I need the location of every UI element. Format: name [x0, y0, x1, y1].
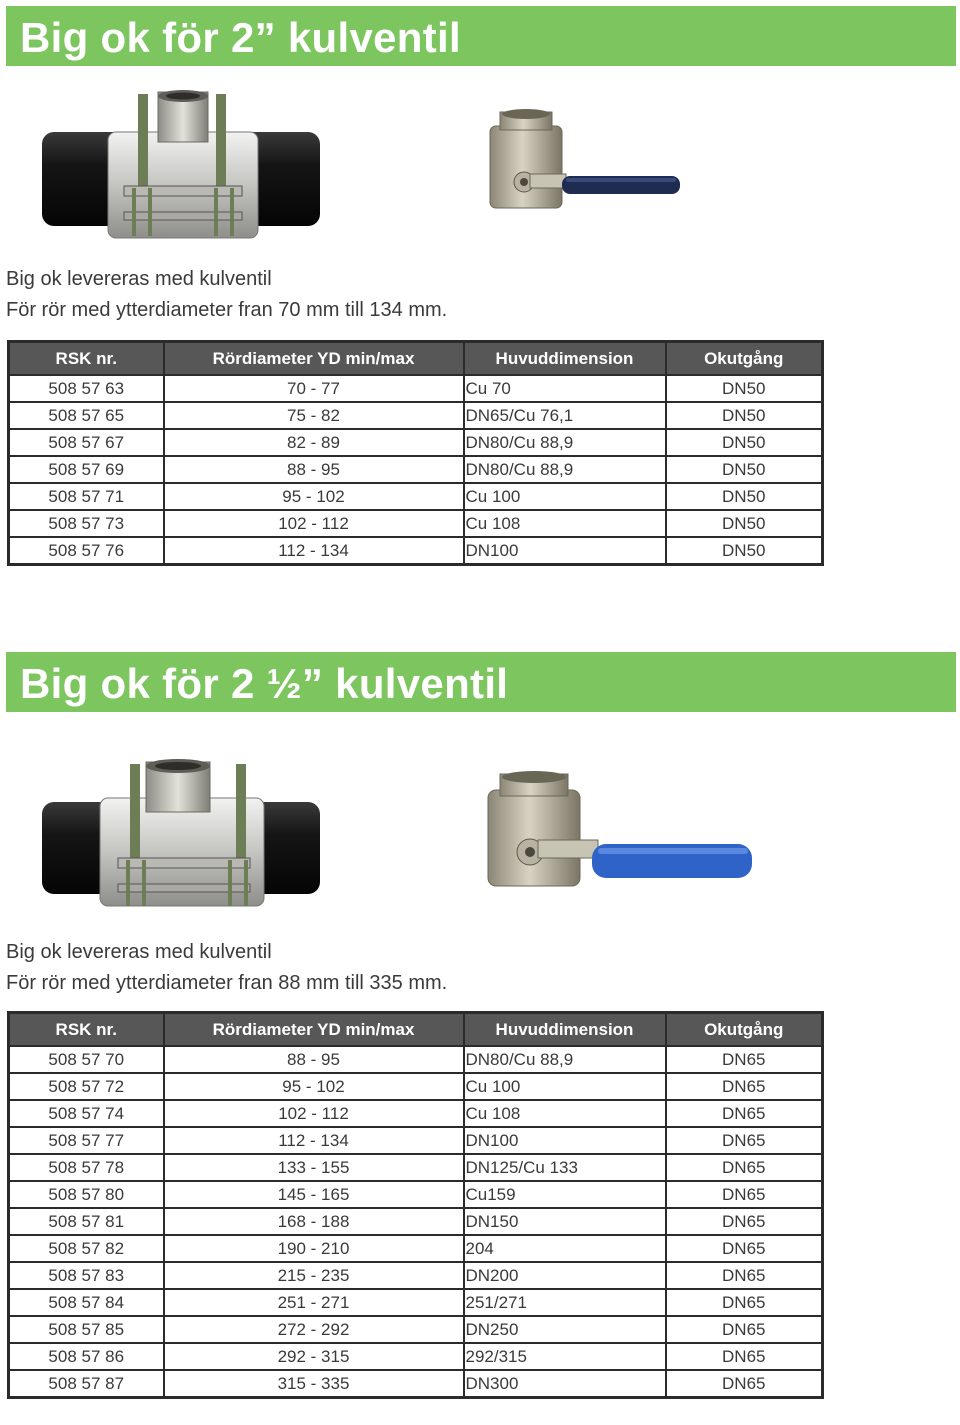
- diameter-cell: 215 - 235: [164, 1262, 464, 1289]
- dimension-cell: DN200: [464, 1262, 666, 1289]
- table-row: [9, 483, 823, 510]
- rsk-cell: 508 57 71: [9, 483, 164, 510]
- outlet-cell: DN65: [666, 1370, 823, 1398]
- table-row: [9, 1046, 823, 1073]
- table-row: [9, 537, 823, 565]
- header-outlet: Okutgång: [666, 1013, 823, 1047]
- dimension-cell: Cu 100: [464, 483, 666, 510]
- diameter-cell: 190 - 210: [164, 1235, 464, 1262]
- rsk-cell: 508 57 72: [9, 1073, 164, 1100]
- table-row: [9, 1208, 823, 1235]
- diameter-cell: 251 - 271: [164, 1289, 464, 1316]
- outlet-cell: DN65: [666, 1262, 823, 1289]
- section-2-description: [6, 937, 447, 999]
- diameter-cell: 88 - 95: [164, 456, 464, 483]
- dimension-cell: DN80/Cu 88,9: [464, 1046, 666, 1073]
- diameter-cell: 70 - 77: [164, 375, 464, 402]
- table-row: [9, 1316, 823, 1343]
- rsk-cell: 508 57 78: [9, 1154, 164, 1181]
- dimension-cell: Cu 70: [464, 375, 666, 402]
- section-1-banner: [6, 6, 956, 66]
- rsk-cell: 508 57 67: [9, 429, 164, 456]
- table-row: [9, 1343, 823, 1370]
- section-2-desc-line-1: Big ok levereras med kulventil: [6, 941, 272, 963]
- outlet-cell: DN65: [666, 1127, 823, 1154]
- diameter-cell: 133 - 155: [164, 1154, 464, 1181]
- table-row: [9, 1127, 823, 1154]
- dimension-cell: DN100: [464, 1127, 666, 1154]
- dimension-cell: Cu 108: [464, 1100, 666, 1127]
- diameter-cell: 82 - 89: [164, 429, 464, 456]
- rsk-cell: 508 57 74: [9, 1100, 164, 1127]
- rsk-cell: 508 57 69: [9, 456, 164, 483]
- outlet-cell: DN65: [666, 1289, 823, 1316]
- outlet-cell: DN50: [666, 456, 823, 483]
- section-1-description: [6, 264, 447, 326]
- dimension-cell: DN125/Cu 133: [464, 1154, 666, 1181]
- tapping-saddle-image: [38, 758, 328, 914]
- diameter-cell: 102 - 112: [164, 1100, 464, 1127]
- dimension-cell: DN100: [464, 537, 666, 565]
- section-2-table: [7, 1011, 824, 1399]
- diameter-cell: 95 - 102: [164, 1073, 464, 1100]
- outlet-cell: DN50: [666, 483, 823, 510]
- outlet-cell: DN50: [666, 429, 823, 456]
- table-header-row: [9, 1013, 823, 1047]
- rsk-cell: 508 57 73: [9, 510, 164, 537]
- header-diameter: Rördiameter YD min/max: [164, 342, 464, 376]
- dimension-cell: Cu 108: [464, 510, 666, 537]
- diameter-cell: 95 - 102: [164, 483, 464, 510]
- header-rsk: RSK nr.: [9, 1013, 164, 1047]
- outlet-cell: DN65: [666, 1235, 823, 1262]
- table-row: [9, 1181, 823, 1208]
- rsk-cell: 508 57 65: [9, 402, 164, 429]
- section-1-desc-line-2: För rör med ytterdiameter fran 70 mm till 134 mm.: [6, 299, 448, 321]
- header-main-dimension: Huvuddimension: [464, 1013, 666, 1047]
- rsk-cell: 508 57 86: [9, 1343, 164, 1370]
- outlet-cell: DN65: [666, 1073, 823, 1100]
- header-outlet: Okutgång: [666, 342, 823, 376]
- table-row: [9, 456, 823, 483]
- diameter-cell: 272 - 292: [164, 1316, 464, 1343]
- outlet-cell: DN65: [666, 1100, 823, 1127]
- outlet-cell: DN50: [666, 375, 823, 402]
- tapping-saddle-image: [38, 88, 328, 250]
- ball-valve-image: [484, 770, 756, 894]
- table-row: [9, 1235, 823, 1262]
- rsk-cell: 508 57 85: [9, 1316, 164, 1343]
- section-1-table: [7, 340, 824, 566]
- dimension-cell: DN150: [464, 1208, 666, 1235]
- rsk-cell: 508 57 84: [9, 1289, 164, 1316]
- table-row: [9, 510, 823, 537]
- dimension-cell: 251/271: [464, 1289, 666, 1316]
- outlet-cell: DN65: [666, 1046, 823, 1073]
- table-row: [9, 1262, 823, 1289]
- outlet-cell: DN50: [666, 537, 823, 565]
- outlet-cell: DN65: [666, 1316, 823, 1343]
- diameter-cell: 102 - 112: [164, 510, 464, 537]
- diameter-cell: 292 - 315: [164, 1343, 464, 1370]
- header-diameter: Rördiameter YD min/max: [164, 1013, 464, 1047]
- dimension-cell: DN250: [464, 1316, 666, 1343]
- diameter-cell: 315 - 335: [164, 1370, 464, 1398]
- diameter-cell: 88 - 95: [164, 1046, 464, 1073]
- dimension-cell: Cu 100: [464, 1073, 666, 1100]
- outlet-cell: DN65: [666, 1208, 823, 1235]
- dimension-cell: 204: [464, 1235, 666, 1262]
- ball-valve-image: [486, 108, 686, 220]
- diameter-cell: 168 - 188: [164, 1208, 464, 1235]
- rsk-cell: 508 57 83: [9, 1262, 164, 1289]
- rsk-cell: 508 57 77: [9, 1127, 164, 1154]
- outlet-cell: DN50: [666, 402, 823, 429]
- dimension-cell: DN80/Cu 88,9: [464, 456, 666, 483]
- outlet-cell: DN65: [666, 1154, 823, 1181]
- rsk-cell: 508 57 82: [9, 1235, 164, 1262]
- dimension-cell: Cu159: [464, 1181, 666, 1208]
- dimension-cell: 292/315: [464, 1343, 666, 1370]
- dimension-cell: DN80/Cu 88,9: [464, 429, 666, 456]
- outlet-cell: DN50: [666, 510, 823, 537]
- rsk-cell: 508 57 81: [9, 1208, 164, 1235]
- dimension-cell: DN300: [464, 1370, 666, 1398]
- header-rsk: RSK nr.: [9, 342, 164, 376]
- diameter-cell: 112 - 134: [164, 537, 464, 565]
- table-row: [9, 375, 823, 402]
- table-row: [9, 429, 823, 456]
- section-2-banner: [6, 652, 956, 712]
- table-row: [9, 402, 823, 429]
- table-row: [9, 1100, 823, 1127]
- diameter-cell: 75 - 82: [164, 402, 464, 429]
- rsk-cell: 508 57 63: [9, 375, 164, 402]
- section-1-desc-line-1: Big ok levereras med kulventil: [6, 268, 272, 290]
- table-row: [9, 1154, 823, 1181]
- rsk-cell: 508 57 87: [9, 1370, 164, 1398]
- table-row: [9, 1370, 823, 1398]
- rsk-cell: 508 57 70: [9, 1046, 164, 1073]
- table-header-row: [9, 342, 823, 376]
- rsk-cell: 508 57 80: [9, 1181, 164, 1208]
- diameter-cell: 145 - 165: [164, 1181, 464, 1208]
- outlet-cell: DN65: [666, 1343, 823, 1370]
- section-1-title: Big ok för 2” kulventil: [20, 14, 461, 61]
- header-main-dimension: Huvuddimension: [464, 342, 666, 376]
- rsk-cell: 508 57 76: [9, 537, 164, 565]
- table-row: [9, 1289, 823, 1316]
- diameter-cell: 112 - 134: [164, 1127, 464, 1154]
- section-2-desc-line-2: För rör med ytterdiameter fran 88 mm till 335 mm.: [6, 972, 448, 994]
- section-2-title: Big ok för 2 ½” kulventil: [20, 660, 509, 707]
- outlet-cell: DN65: [666, 1181, 823, 1208]
- dimension-cell: DN65/Cu 76,1: [464, 402, 666, 429]
- table-row: [9, 1073, 823, 1100]
